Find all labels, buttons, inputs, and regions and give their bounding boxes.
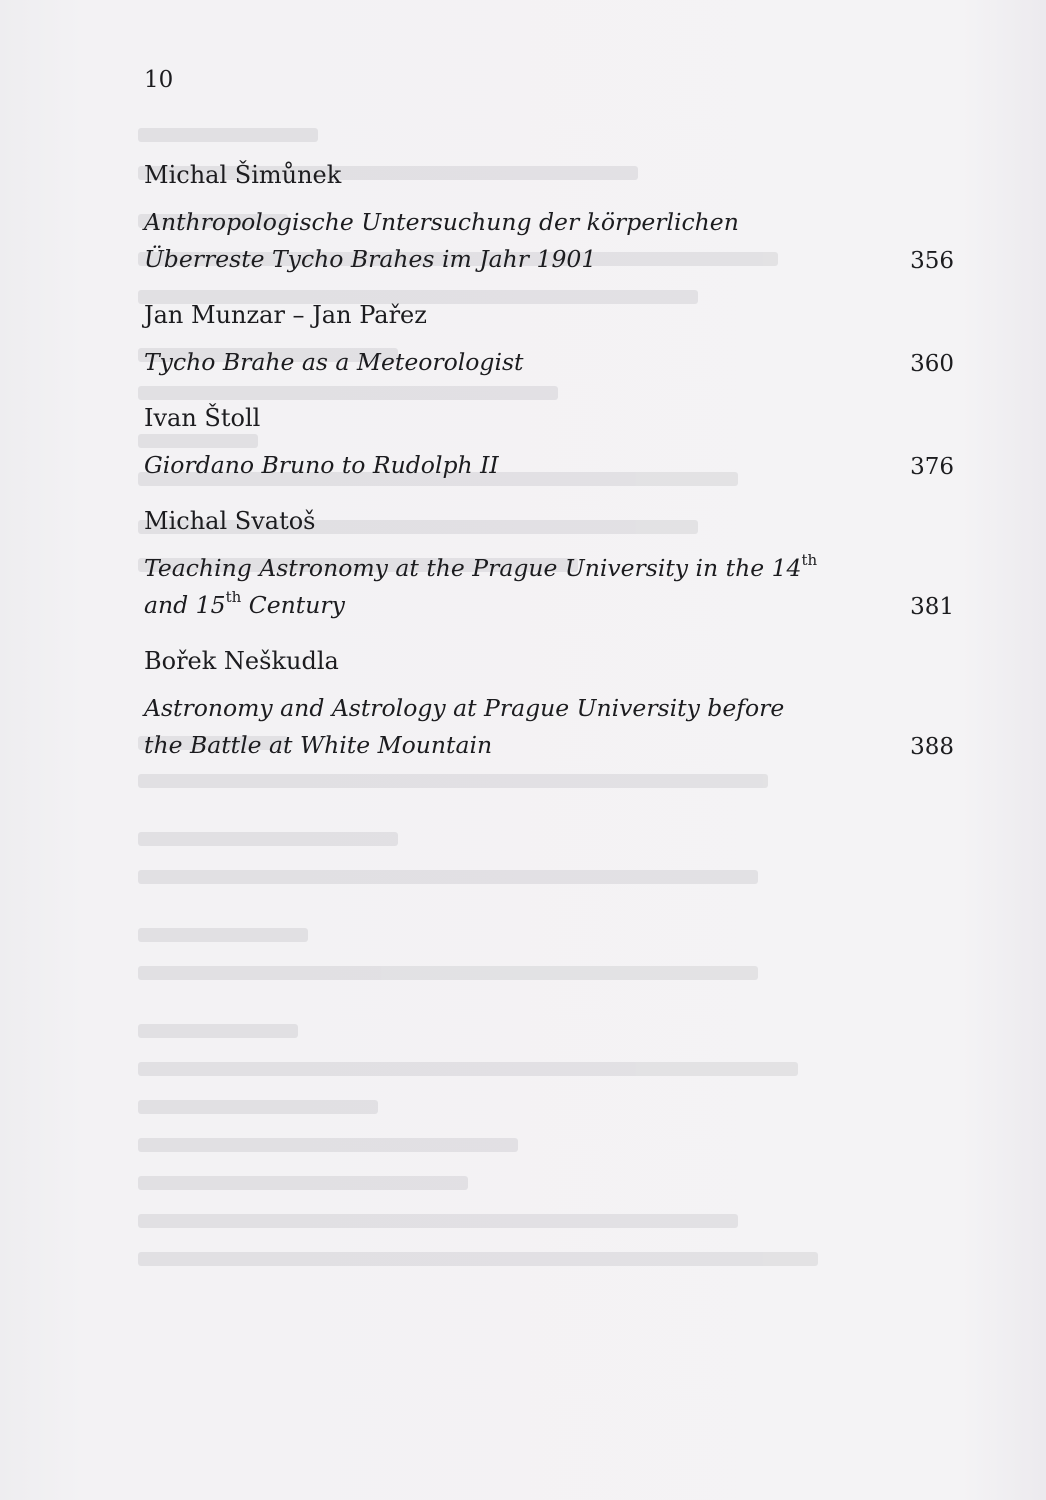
toc-entry [144, 160, 954, 278]
entry-page-number: 381 [910, 594, 954, 620]
table-of-contents [144, 160, 954, 786]
entry-title-line: Astronomy and Astrology at Prague University before [144, 694, 785, 722]
entry-title [144, 204, 954, 278]
entry-page-number: 360 [910, 351, 954, 377]
entry-author: Ivan Štoll [144, 404, 261, 432]
entry-title [144, 447, 954, 484]
entry-title-line: Überreste Tycho Brahes im Jahr 1901 [144, 245, 597, 273]
toc-entry [144, 646, 954, 764]
entry-title-line: the Battle at White Mountain [144, 731, 493, 759]
entry-title-line: Tycho Brahe as a Meteorologist [144, 348, 524, 376]
entry-title-line: and 15th Century [144, 588, 345, 619]
entry-title [144, 550, 954, 624]
entry-title-line: Giordano Bruno to Rudolph II [144, 451, 499, 479]
entry-page-number: 356 [910, 248, 954, 274]
page-number: 10 [144, 67, 174, 93]
entry-title-line: Anthropologische Untersuchung der körperlichen [144, 208, 739, 236]
entry-title [144, 690, 954, 764]
toc-entry [144, 506, 954, 624]
entry-author: Michal Šimůnek [144, 161, 342, 189]
entry-title [144, 344, 954, 381]
entry-author: Jan Munzar – Jan Pařez [144, 301, 427, 329]
entry-title-line: Teaching Astronomy at the Prague University in the 14th [144, 551, 818, 582]
superscript: th [225, 588, 242, 607]
entry-author: Michal Svatoš [144, 507, 316, 535]
entry-author: Bořek Neškudla [144, 647, 339, 675]
superscript: th [801, 551, 818, 570]
entry-page-number: 376 [910, 454, 954, 480]
entry-page-number: 388 [910, 734, 954, 760]
toc-entry [144, 403, 954, 484]
toc-entry [144, 300, 954, 381]
